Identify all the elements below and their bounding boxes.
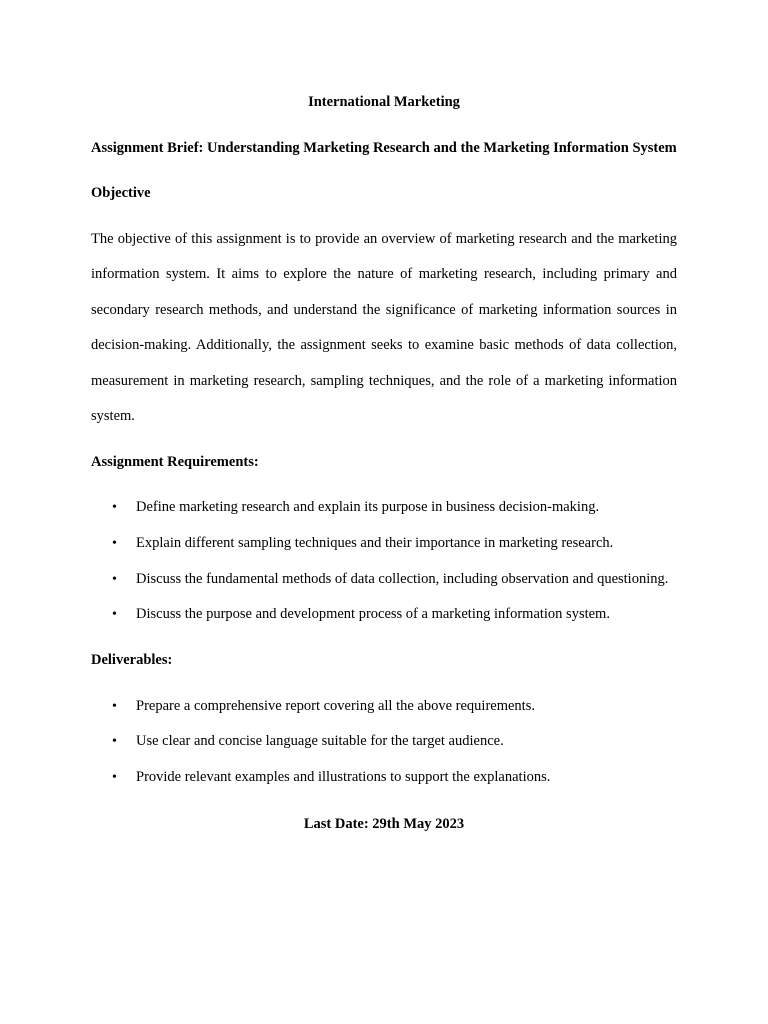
bullet-icon: •	[112, 571, 117, 587]
last-date: Last Date: 29th May 2023	[303, 816, 465, 833]
list-item	[91, 526, 677, 562]
list-item-text: Use clear and concise language suitable for the target audience.	[136, 733, 504, 750]
requirements-list	[91, 490, 677, 633]
document-content	[91, 84, 677, 842]
deliverables-heading: Deliverables:	[91, 652, 173, 669]
deliverables-list	[91, 689, 677, 796]
bullet-icon: •	[112, 500, 117, 515]
list-item	[91, 689, 677, 725]
requirements-heading: Assignment Requirements:	[91, 453, 259, 470]
list-item-text: Provide relevant examples and illustrations to support the explanations.	[136, 769, 551, 786]
list-item	[91, 760, 677, 796]
list-item	[91, 597, 677, 633]
list-item-text: Explain different sampling techniques and their importance in marketing research.	[136, 534, 614, 551]
list-item	[91, 562, 677, 598]
list-item-text: Prepare a comprehensive report covering all the above requirements.	[136, 697, 535, 714]
assignment-brief: Assignment Brief: Understanding Marketing Research and the Marketing Information System	[91, 140, 677, 156]
bullet-icon: •	[112, 535, 117, 551]
objective-paragraph: The objective of this assignment is to provide an overview of marketing research and the marketing information system. It aims to explore the nature of marketing research, including primary and secondary research methods, and understand the significance of marketing information sources in decision-making. Additionally, the assignment seeks to examine basic methods of data collection, measurement in marketing research, sampling techniques, and the role of a marketing information system.	[91, 230, 677, 424]
bullet-icon: •	[112, 698, 117, 714]
objective-heading: Objective	[91, 185, 151, 201]
bullet-icon: •	[112, 607, 117, 623]
list-item	[91, 724, 677, 760]
bullet-icon: •	[112, 770, 117, 786]
list-item-text: Discuss the purpose and development process of a marketing information system.	[136, 606, 610, 623]
list-item	[91, 490, 677, 526]
document-title: International Marketing	[308, 94, 460, 110]
list-item-text: Discuss the fundamental methods of data collection, including observation and questioning.	[136, 570, 669, 587]
bullet-icon: •	[112, 734, 117, 750]
list-item-text: Define marketing research and explain its purpose in business decision-making.	[136, 499, 600, 515]
